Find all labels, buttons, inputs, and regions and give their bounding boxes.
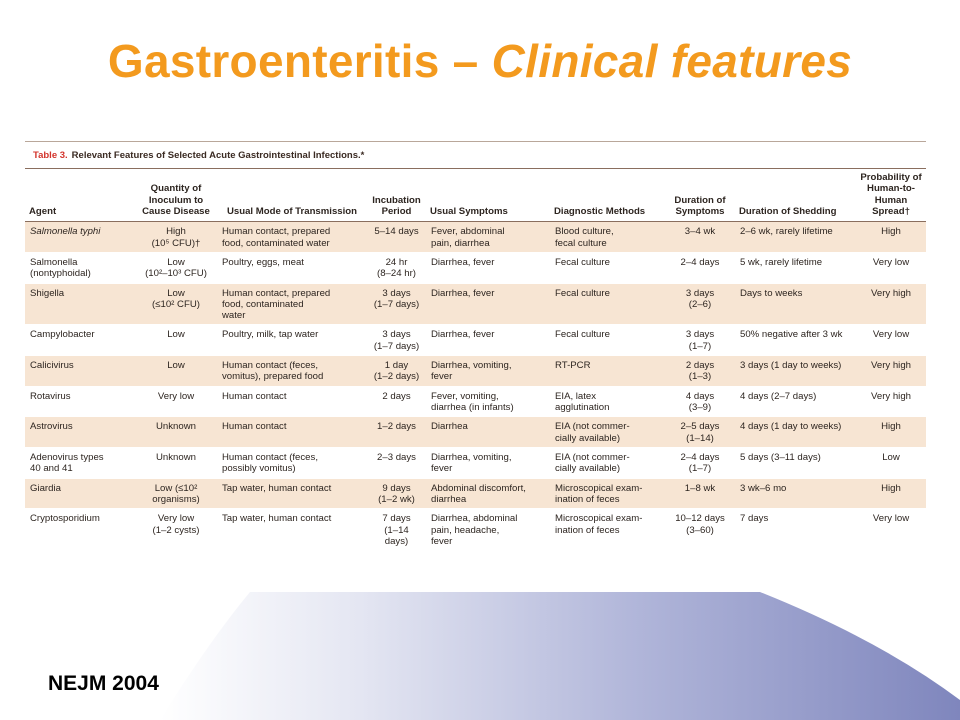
cell-diagnostics: EIA (not commer- cially available) xyxy=(550,447,665,478)
cell-incubation: 2 days xyxy=(367,386,426,417)
cell-diagnostics: RT-PCR xyxy=(550,356,665,387)
cell-inoculum: High (10⁵ CFU)† xyxy=(135,222,217,253)
cell-transmission: Tap water, human contact xyxy=(217,509,367,550)
cell-incubation: 3 days (1–7 days) xyxy=(367,325,426,356)
cell-agent: Rotavirus xyxy=(25,386,135,417)
header-spread: Probability of Human-to-Human Spread† xyxy=(856,169,926,222)
header-incubation: Incubation Period xyxy=(367,169,426,222)
cell-symptom-duration: 3 days (2–6) xyxy=(665,283,735,325)
cell-agent: Campylobacter xyxy=(25,325,135,356)
cell-symptoms: Fever, abdominal pain, diarrhea xyxy=(426,222,550,253)
cell-shedding: 7 days xyxy=(735,509,856,550)
cell-agent: Astrovirus xyxy=(25,417,135,448)
cell-spread: High xyxy=(856,222,926,253)
cell-transmission: Human contact (feces, vomitus), prepared food xyxy=(217,356,367,387)
table-row xyxy=(25,252,926,283)
header-shedding: Duration of Shedding xyxy=(735,169,856,222)
cell-agent: Giardia xyxy=(25,478,135,509)
table-caption-text: Relevant Features of Selected Acute Gastrointestinal Infections.* xyxy=(71,149,365,161)
table-row xyxy=(25,509,926,550)
cell-symptoms: Diarrhea, fever xyxy=(426,325,550,356)
cell-symptoms: Diarrhea xyxy=(426,417,550,448)
source-citation: NEJM 2004 xyxy=(48,672,159,695)
cell-symptom-duration: 1–8 wk xyxy=(665,478,735,509)
cell-shedding: 3 days (1 day to weeks) xyxy=(735,356,856,387)
cell-agent: Cryptosporidium xyxy=(25,509,135,550)
table-body xyxy=(25,222,926,550)
cell-symptoms: Diarrhea, fever xyxy=(426,283,550,325)
cell-inoculum: Low xyxy=(135,356,217,387)
cell-symptoms: Diarrhea, fever xyxy=(426,252,550,283)
cell-spread: Very high xyxy=(856,386,926,417)
cell-symptoms: Diarrhea, abdominal pain, headache, fever xyxy=(426,509,550,550)
cell-spread: Very high xyxy=(856,356,926,387)
cell-spread: Very low xyxy=(856,325,926,356)
cell-diagnostics: Blood culture, fecal culture xyxy=(550,222,665,253)
table-row xyxy=(25,283,926,325)
header-inoculum: Quantity of Inoculum to Cause Disease xyxy=(135,169,217,222)
table-row xyxy=(25,417,926,448)
cell-inoculum: Very low (1–2 cysts) xyxy=(135,509,217,550)
cell-symptom-duration: 10–12 days (3–60) xyxy=(665,509,735,550)
cell-symptoms: Abdominal discomfort, diarrhea xyxy=(426,478,550,509)
cell-incubation: 1 day (1–2 days) xyxy=(367,356,426,387)
cell-transmission: Tap water, human contact xyxy=(217,478,367,509)
table-header-row xyxy=(25,169,926,222)
cell-diagnostics: Microscopical exam- ination of feces xyxy=(550,478,665,509)
cell-inoculum: Unknown xyxy=(135,417,217,448)
table-row xyxy=(25,325,926,356)
table-caption xyxy=(25,142,926,169)
header-agent: Agent xyxy=(25,169,135,222)
cell-shedding: 3 wk–6 mo xyxy=(735,478,856,509)
cell-agent: Salmonella typhi xyxy=(25,222,135,253)
cell-incubation: 9 days (1–2 wk) xyxy=(367,478,426,509)
cell-transmission: Human contact (feces, possibly vomitus) xyxy=(217,447,367,478)
header-symptoms: Usual Symptoms xyxy=(426,169,550,222)
table-row xyxy=(25,478,926,509)
cell-spread: Low xyxy=(856,447,926,478)
cell-transmission: Human contact, prepared food, contaminated water xyxy=(217,222,367,253)
header-diagnostics: Diagnostic Methods xyxy=(550,169,665,222)
cell-transmission: Human contact xyxy=(217,386,367,417)
slide-title xyxy=(0,34,960,88)
cell-spread: High xyxy=(856,478,926,509)
cell-spread: Very low xyxy=(856,509,926,550)
slide-title-main: Gastroenteritis – xyxy=(107,35,492,87)
clinical-features-table xyxy=(25,141,926,584)
cell-incubation: 5–14 days xyxy=(367,222,426,253)
cell-shedding: 5 wk, rarely lifetime xyxy=(735,252,856,283)
cell-incubation: 2–3 days xyxy=(367,447,426,478)
cell-agent: Salmonella (nontyphoidal) xyxy=(25,252,135,283)
cell-shedding: 5 days (3–11 days) xyxy=(735,447,856,478)
cell-diagnostics: Fecal culture xyxy=(550,325,665,356)
cell-inoculum: Very low xyxy=(135,386,217,417)
header-transmission: Usual Mode of Transmission xyxy=(217,169,367,222)
table-label: Table 3. xyxy=(33,149,68,161)
cell-symptom-duration: 2–4 days (1–7) xyxy=(665,447,735,478)
cell-spread: High xyxy=(856,417,926,448)
cell-shedding: 2–6 wk, rarely lifetime xyxy=(735,222,856,253)
features-table xyxy=(25,169,926,550)
cell-inoculum: Low (≤10² CFU) xyxy=(135,283,217,325)
cell-transmission: Human contact xyxy=(217,417,367,448)
cell-transmission: Poultry, eggs, meat xyxy=(217,252,367,283)
cell-agent: Adenovirus types 40 and 41 xyxy=(25,447,135,478)
cell-inoculum: Low xyxy=(135,325,217,356)
cell-incubation: 7 days (1–14 days) xyxy=(367,509,426,550)
cell-symptoms: Fever, vomiting, diarrhea (in infants) xyxy=(426,386,550,417)
cell-inoculum: Low (≤10² organisms) xyxy=(135,478,217,509)
cell-incubation: 3 days (1–7 days) xyxy=(367,283,426,325)
cell-diagnostics: EIA, latex agglutination xyxy=(550,386,665,417)
table-row xyxy=(25,447,926,478)
cell-shedding: 50% negative after 3 wk xyxy=(735,325,856,356)
cell-inoculum: Unknown xyxy=(135,447,217,478)
cell-shedding: Days to weeks xyxy=(735,283,856,325)
cell-diagnostics: Fecal culture xyxy=(550,283,665,325)
cell-shedding: 4 days (1 day to weeks) xyxy=(735,417,856,448)
cell-symptom-duration: 4 days (3–9) xyxy=(665,386,735,417)
cell-spread: Very low xyxy=(856,252,926,283)
cell-symptoms: Diarrhea, vomiting, fever xyxy=(426,356,550,387)
table-row xyxy=(25,386,926,417)
cell-diagnostics: Fecal culture xyxy=(550,252,665,283)
cell-incubation: 1–2 days xyxy=(367,417,426,448)
cell-symptoms: Diarrhea, vomiting, fever xyxy=(426,447,550,478)
cell-symptom-duration: 2–4 days xyxy=(665,252,735,283)
cell-diagnostics: Microscopical exam- ination of feces xyxy=(550,509,665,550)
cell-transmission: Poultry, milk, tap water xyxy=(217,325,367,356)
slide-title-emphasis: Clinical features xyxy=(491,35,853,87)
cell-shedding: 4 days (2–7 days) xyxy=(735,386,856,417)
cell-symptom-duration: 2–5 days (1–14) xyxy=(665,417,735,448)
cell-symptom-duration: 3 days (1–7) xyxy=(665,325,735,356)
cell-incubation: 24 hr (8–24 hr) xyxy=(367,252,426,283)
cell-agent: Shigella xyxy=(25,283,135,325)
header-symptom-duration: Duration of Symptoms xyxy=(665,169,735,222)
cell-symptom-duration: 2 days (1–3) xyxy=(665,356,735,387)
table-row xyxy=(25,222,926,253)
cell-diagnostics: EIA (not commer- cially available) xyxy=(550,417,665,448)
cell-symptom-duration: 3–4 wk xyxy=(665,222,735,253)
table-row xyxy=(25,356,926,387)
cell-agent: Calicivirus xyxy=(25,356,135,387)
cell-spread: Very high xyxy=(856,283,926,325)
cell-transmission: Human contact, prepared food, contaminated water xyxy=(217,283,367,325)
cell-inoculum: Low (10²–10³ CFU) xyxy=(135,252,217,283)
